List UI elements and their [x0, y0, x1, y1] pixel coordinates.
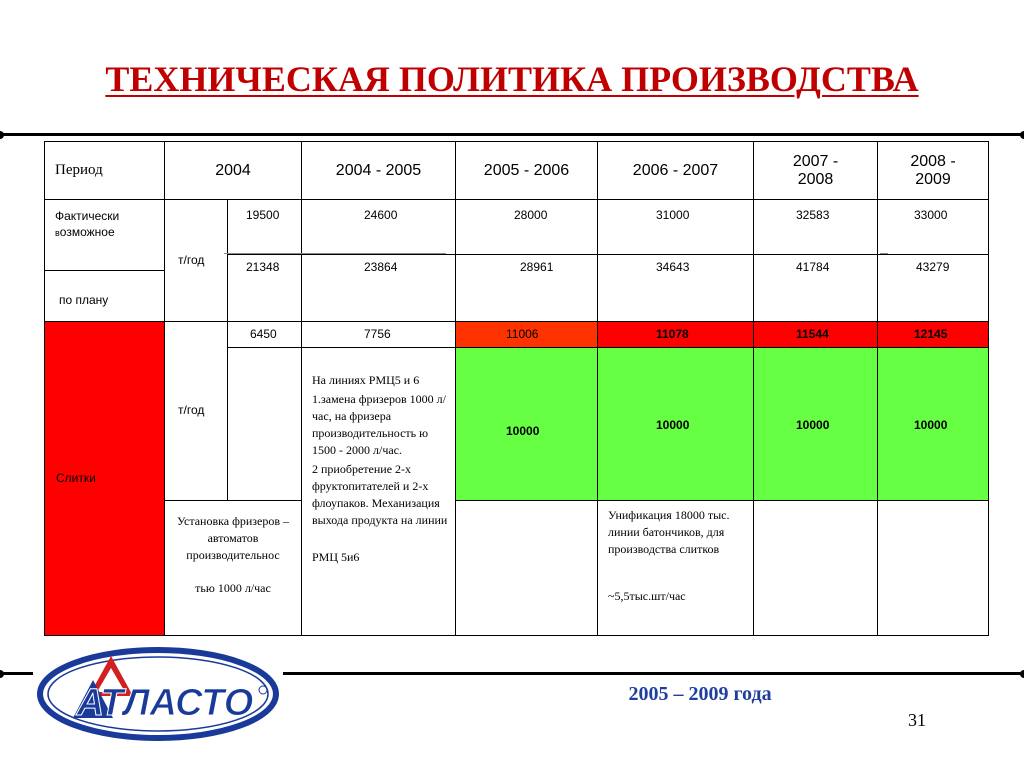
ingots-value-highlight: 12145: [877, 321, 989, 348]
green-value-cell: 10000: [455, 347, 598, 501]
ingots-value-highlight: 11544: [753, 321, 878, 348]
actual-value: 24600: [301, 199, 456, 255]
header-year: 2007 - 2008: [753, 141, 878, 200]
note-2004-2005: На линиях РМЦ5 и 6 1.замена фризеров 1000 л/час, на фризера производительность ю 1500 - 2000 л/час. 2 приобретение 2-х фруктопитателей и 2-х флоупаков. Механизация выхода продукта на линии РМЦ 5и6: [301, 347, 456, 636]
row-label-actual: Фактически возможное: [44, 199, 165, 271]
logo-text: АТЛАСТО: [76, 682, 254, 724]
top-divider-right-dot: [1020, 131, 1024, 139]
top-divider-left-dot: [0, 131, 4, 139]
plan-value: 34643: [597, 254, 754, 322]
note-2006-2007: Унификация 18000 тыс. линии батончиков, для производства слитков ~5,5тыс.шт/час: [597, 500, 754, 636]
actual-value: 28000: [455, 199, 598, 255]
actual-value: 32583: [753, 199, 878, 255]
actual-value: 19500: [227, 199, 302, 255]
plan-value: 23864: [301, 254, 456, 322]
header-year: 2004: [164, 141, 302, 200]
empty-cell: [877, 500, 989, 636]
ingots-value-highlight: 11078: [597, 321, 754, 348]
unit-label-top: т/год: [178, 253, 205, 267]
ingots-value: 7756: [301, 321, 456, 348]
plan-value: 41784: [753, 254, 878, 322]
logo-graphic: [33, 640, 283, 743]
ingots-label: Слитки: [56, 471, 96, 485]
plan-value: 21348: [227, 254, 302, 322]
empty-cell: [227, 347, 302, 501]
actual-value: 33000: [877, 199, 989, 255]
header-year: 2006 - 2007: [597, 141, 754, 200]
row-separator: [224, 253, 446, 254]
row-label-plan: по плану: [44, 270, 165, 322]
plan-value: 43279: [877, 254, 989, 322]
company-logo: [33, 640, 283, 743]
bottom-divider-left-dot: [0, 670, 4, 678]
green-value-cell: 10000: [877, 347, 989, 501]
bottom-divider-right-dot: [1020, 670, 1024, 678]
header-year: 2008 - 2009: [877, 141, 989, 200]
unit-label-ingots: т/год: [178, 403, 205, 417]
note-2004: Установка фризеров – автоматов производительнос тью 1000 л/час: [164, 500, 302, 636]
header-year: 2004 - 2005: [301, 141, 456, 200]
row-separator: [880, 253, 888, 254]
actual-value: 31000: [597, 199, 754, 255]
header-year: 2005 - 2006: [455, 141, 598, 200]
ingots-value: 6450: [227, 321, 302, 348]
top-divider: [0, 133, 1024, 136]
empty-cell: [753, 500, 878, 636]
empty-cell: [455, 500, 598, 636]
slide-title: ТЕХНИЧЕСКАЯ ПОЛИТИКА ПРОИЗВОДСТВА: [105, 59, 919, 99]
period-note: 2005 – 2009 года: [628, 683, 772, 705]
plan-value: 28961: [455, 254, 598, 322]
green-value-cell: 10000: [753, 347, 878, 501]
page-number: 31: [908, 710, 926, 730]
ingots-value-highlight: 11006: [455, 321, 598, 348]
green-value-cell: 10000: [597, 347, 754, 501]
header-period: Период: [44, 141, 165, 200]
